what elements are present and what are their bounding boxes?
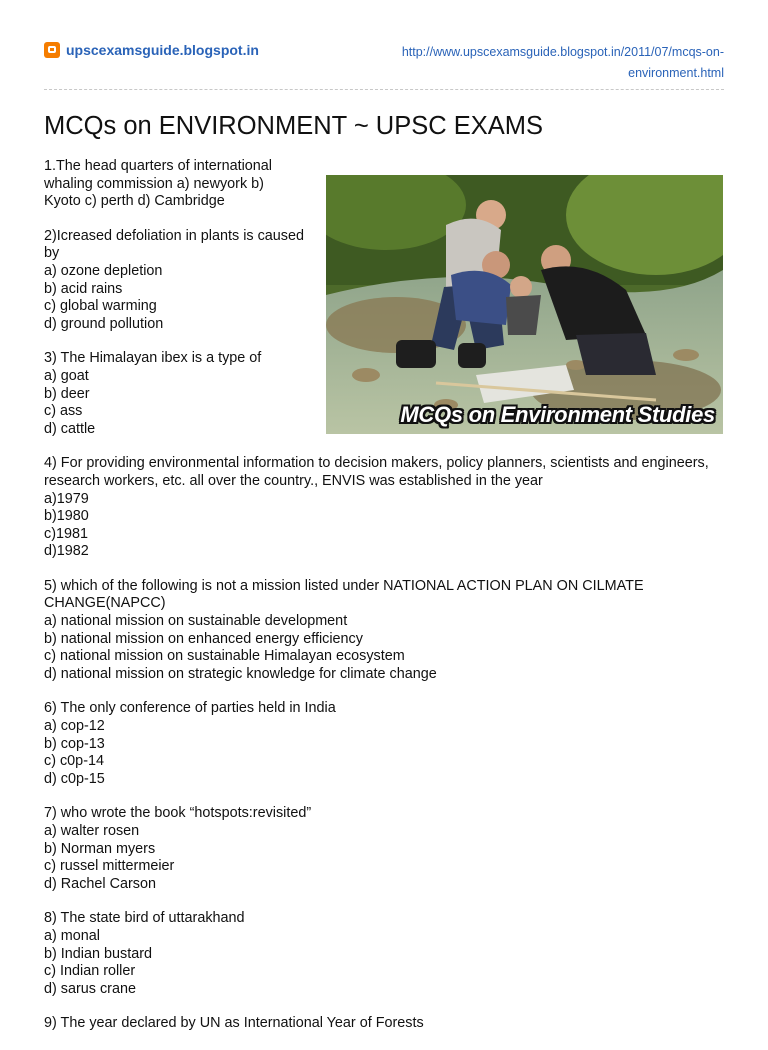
blogger-icon (44, 42, 60, 58)
option: d) Rachel Carson (44, 875, 156, 892)
question-8 (44, 910, 724, 998)
option: c) ass (44, 403, 83, 420)
option: a) walter rosen (44, 823, 140, 839)
option: d) ground pollution (44, 315, 164, 332)
site-name: upscexamsguide.blogspot.in (66, 42, 259, 58)
question-3 (44, 350, 304, 438)
question-2 (44, 228, 304, 334)
option: c)1981 (44, 525, 89, 542)
question-6 (44, 700, 724, 788)
option: a) national mission on sustainable development (44, 613, 348, 630)
url-line-2: environment.html (628, 66, 724, 80)
option: c) Indian roller (44, 963, 136, 980)
option: d) sarus crane (44, 980, 136, 997)
option: c) russel mittermeier (44, 858, 175, 875)
option: d) c0p-15 (44, 770, 105, 787)
option: d)1982 (44, 543, 89, 560)
option: a) goat (44, 367, 89, 384)
questions-list (44, 158, 724, 1050)
question-text: 7) who wrote the book “hotspots:revisited” (44, 805, 312, 822)
option: b)1980 (44, 508, 89, 525)
question-9 (44, 1015, 724, 1033)
option: b) deer (44, 385, 90, 402)
option: c) national mission on sustainable Himalayan ecosystem (44, 648, 405, 665)
question-4 (44, 455, 724, 561)
photo-caption: MCQs on Environment Studies (400, 402, 715, 427)
option: b) cop-13 (44, 735, 105, 752)
option: a) cop-12 (44, 718, 105, 735)
option: b) acid rains (44, 280, 123, 297)
question-text: 2)Icreased defoliation in plants is caused by (44, 227, 304, 262)
option: b) national mission on enhanced energy efficiency (44, 630, 363, 647)
question-text: 6) The only conference of parties held in India (44, 700, 336, 717)
option: a)1979 (44, 490, 89, 507)
question-text: 1.The head quarters of international whaling commission a) newyork b) Kyoto c) perth d) Cambridge (44, 158, 273, 210)
question-text: 5) which of the following is not a mission listed under NATIONAL ACTION PLAN ON CILMATE CHANGE(NAPCC) (44, 577, 644, 612)
option: d) cattle (44, 420, 96, 437)
header-divider (44, 89, 724, 90)
option: c) c0p-14 (44, 753, 104, 770)
question-5 (44, 578, 724, 684)
url-line-1: http://www.upscexamsguide.blogspot.in/2011/07/mcqs-on- (401, 45, 724, 59)
option: c) global warming (44, 298, 157, 315)
page-title: MCQs on ENVIRONMENT ~ UPSC EXAMS (44, 112, 544, 140)
site-brand-link[interactable] (44, 42, 259, 58)
page-header (44, 42, 724, 90)
source-url-link[interactable] (354, 42, 724, 84)
question-text: 3) The Himalayan ibex is a type of (44, 350, 262, 367)
option: b) Indian bustard (44, 945, 153, 962)
option: a) monal (44, 927, 100, 944)
option: b) Norman myers (44, 840, 156, 857)
option: a) ozone depletion (44, 262, 163, 279)
question-text: 8) The state bird of uttarakhand (44, 910, 245, 927)
question-text: 4) For providing environmental information to decision makers, policy planners, scientists and engineers, research workers, etc. all over the country., ENVIS was established in the year (44, 455, 709, 489)
question-1 (44, 158, 304, 211)
option: d) national mission on strategic knowledge for climate change (44, 665, 437, 682)
question-7 (44, 805, 724, 893)
question-text: 9) The year declared by UN as International Year of Forests (44, 1015, 424, 1032)
